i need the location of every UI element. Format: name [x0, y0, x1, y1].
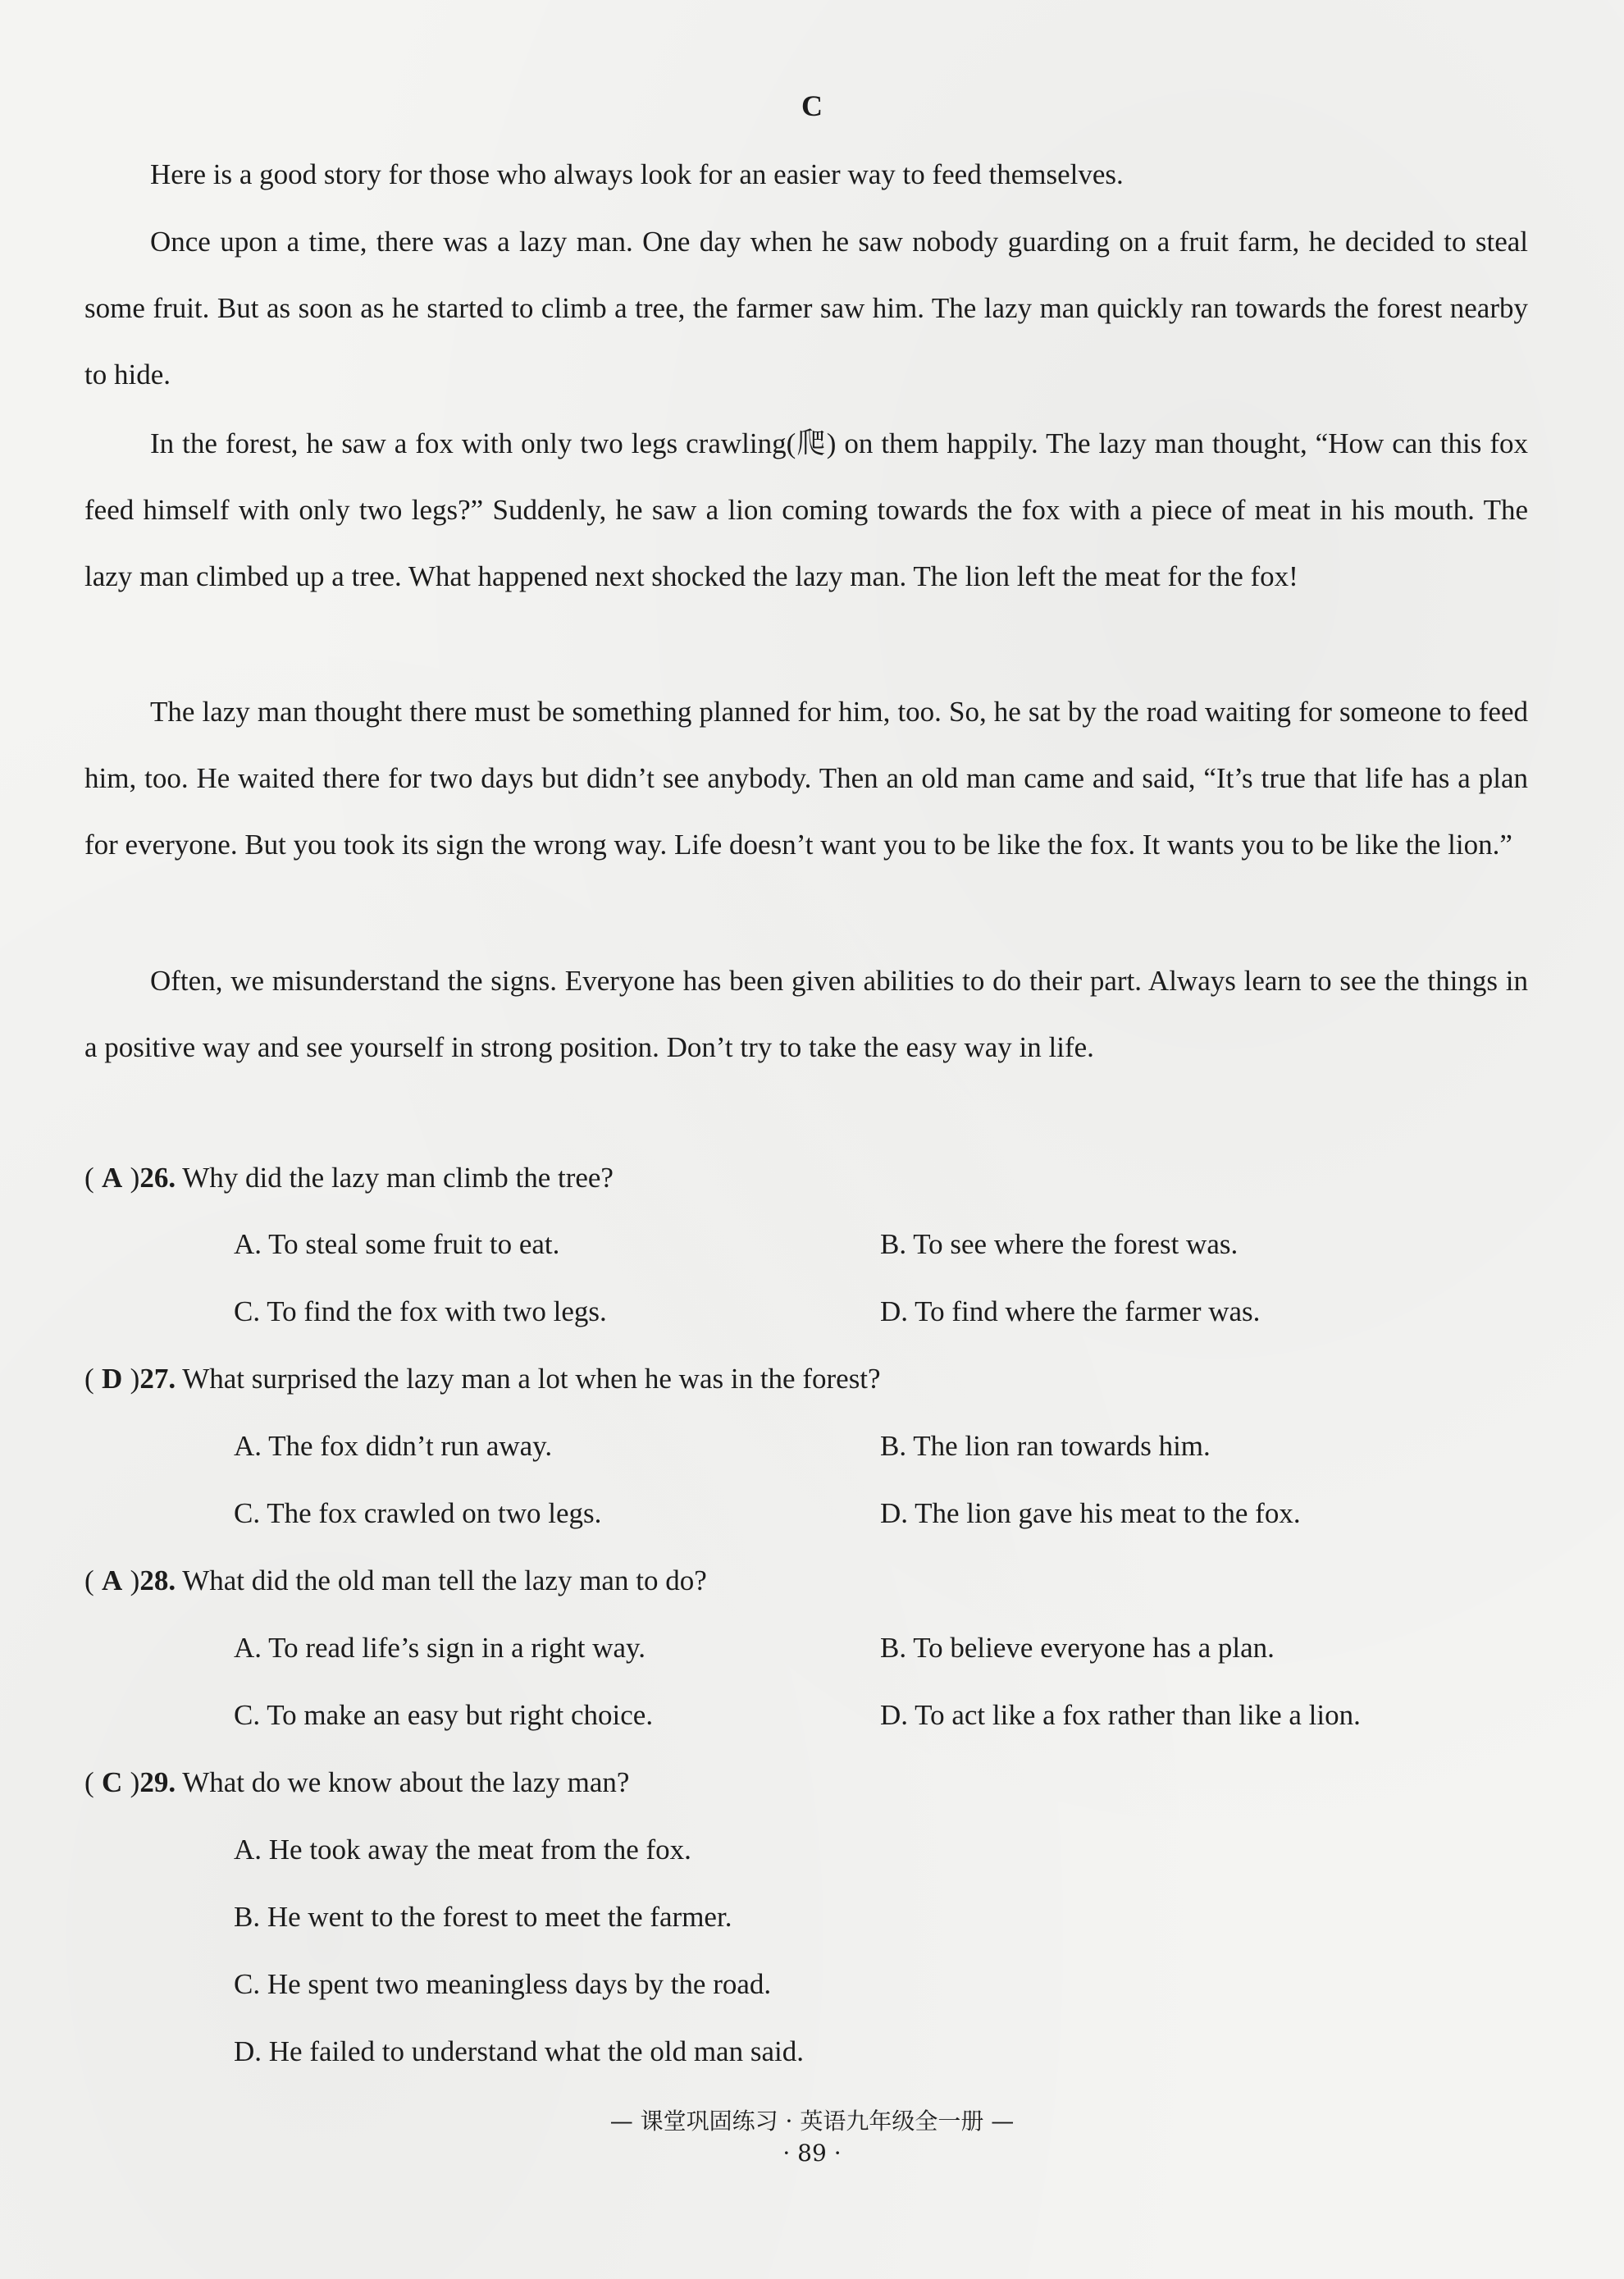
question-text: Why did the lazy man climb the tree?	[182, 1162, 614, 1194]
option-b: B. To believe everyone has a plan.	[880, 1632, 1275, 1664]
question-number: 27.	[139, 1363, 176, 1395]
answer-mark: A	[102, 1564, 123, 1596]
option-a: A. He took away the meat from the fox.	[234, 1834, 691, 1866]
option-b: B. He went to the forest to meet the farmer.	[234, 1901, 732, 1933]
answer-mark: A	[102, 1162, 123, 1194]
question-27	[84, 1359, 881, 1400]
question-28	[84, 1560, 707, 1601]
option-c: C. He spent two meaningless days by the road.	[234, 1968, 772, 2000]
question-26	[84, 1158, 614, 1199]
question-number: 28.	[139, 1564, 176, 1596]
option-a: A. To steal some fruit to eat.	[234, 1228, 560, 1260]
option-c: C. The fox crawled on two legs.	[234, 1497, 602, 1529]
bracket-open: (	[84, 1564, 94, 1596]
option-d: D. He failed to understand what the old man said.	[234, 2035, 804, 2067]
book-title-footer: — 课堂巩固练习 · 英语九年级全一册 —	[609, 2108, 1015, 2135]
option-d: D. The lion gave his meat to the fox.	[880, 1497, 1301, 1529]
section-letter: C	[801, 89, 823, 122]
answer-mark: C	[102, 1766, 123, 1798]
bracket-open: (	[84, 1363, 94, 1395]
paragraph-4: The lazy man thought there must be something planned for him, too. So, he sat by the road waiting for someone to feed him, too. He waited there for two days but didn’t see anybody. Then an old man came and said, “It’s true that life has a plan for everyone. But you took its sign the wrong way. Life doesn’t want you to be like the fox. It wants you to be like the lion.”	[84, 696, 1528, 861]
paragraph-5: Often, we misunderstand the signs. Everyone has been given abilities to do their part. Always learn to see the things in a positive way and see yourself in strong position. Don’t try to take the easy way in life.	[84, 965, 1528, 1063]
paragraph-1: Here is a good story for those who always look for an easier way to feed themselves.	[150, 158, 1124, 190]
page-number: · 89 ·	[782, 2140, 842, 2167]
answer-mark: D	[102, 1363, 123, 1395]
question-29	[84, 1762, 629, 1803]
option-d: D. To find where the farmer was.	[880, 1295, 1261, 1327]
option-d: D. To act like a fox rather than like a lion.	[880, 1699, 1361, 1731]
bracket-open: (	[84, 1162, 94, 1194]
bracket-close: )	[130, 1564, 140, 1596]
question-number: 26.	[139, 1162, 176, 1194]
option-b: B. The lion ran towards him.	[880, 1430, 1211, 1462]
bracket-open: (	[84, 1766, 94, 1798]
option-b: B. To see where the forest was.	[880, 1228, 1239, 1260]
option-a: A. The fox didn’t run away.	[234, 1430, 553, 1462]
option-c: C. To find the fox with two legs.	[234, 1295, 607, 1327]
bracket-close: )	[130, 1363, 140, 1395]
question-text: What surprised the lazy man a lot when he was in the forest?	[182, 1363, 881, 1395]
question-number: 29.	[139, 1766, 176, 1798]
option-a: A. To read life’s sign in a right way.	[234, 1632, 646, 1664]
paragraph-3: In the forest, he saw a fox with only two legs crawling(爬) on them happily. The lazy man thought, “How can this fox feed himself with only two legs?” Suddenly, he saw a lion coming towards the fox with a piece of meat in his mouth. The lazy man climbed up a tree. What happened next shocked the lazy man. The lion left the meat for the fox!	[84, 427, 1528, 592]
bracket-close: )	[130, 1766, 140, 1798]
option-c: C. To make an easy but right choice.	[234, 1699, 654, 1731]
paragraph-2: Once upon a time, there was a lazy man. One day when he saw nobody guarding on a fruit farm, he decided to steal some fruit. But as soon as he started to climb a tree, the farmer saw him. The lazy man quickly ran towards the forest nearby to hide.	[84, 226, 1528, 390]
bracket-close: )	[130, 1162, 140, 1194]
question-text: What did the old man tell the lazy man to do?	[182, 1564, 707, 1596]
question-text: What do we know about the lazy man?	[182, 1766, 630, 1798]
